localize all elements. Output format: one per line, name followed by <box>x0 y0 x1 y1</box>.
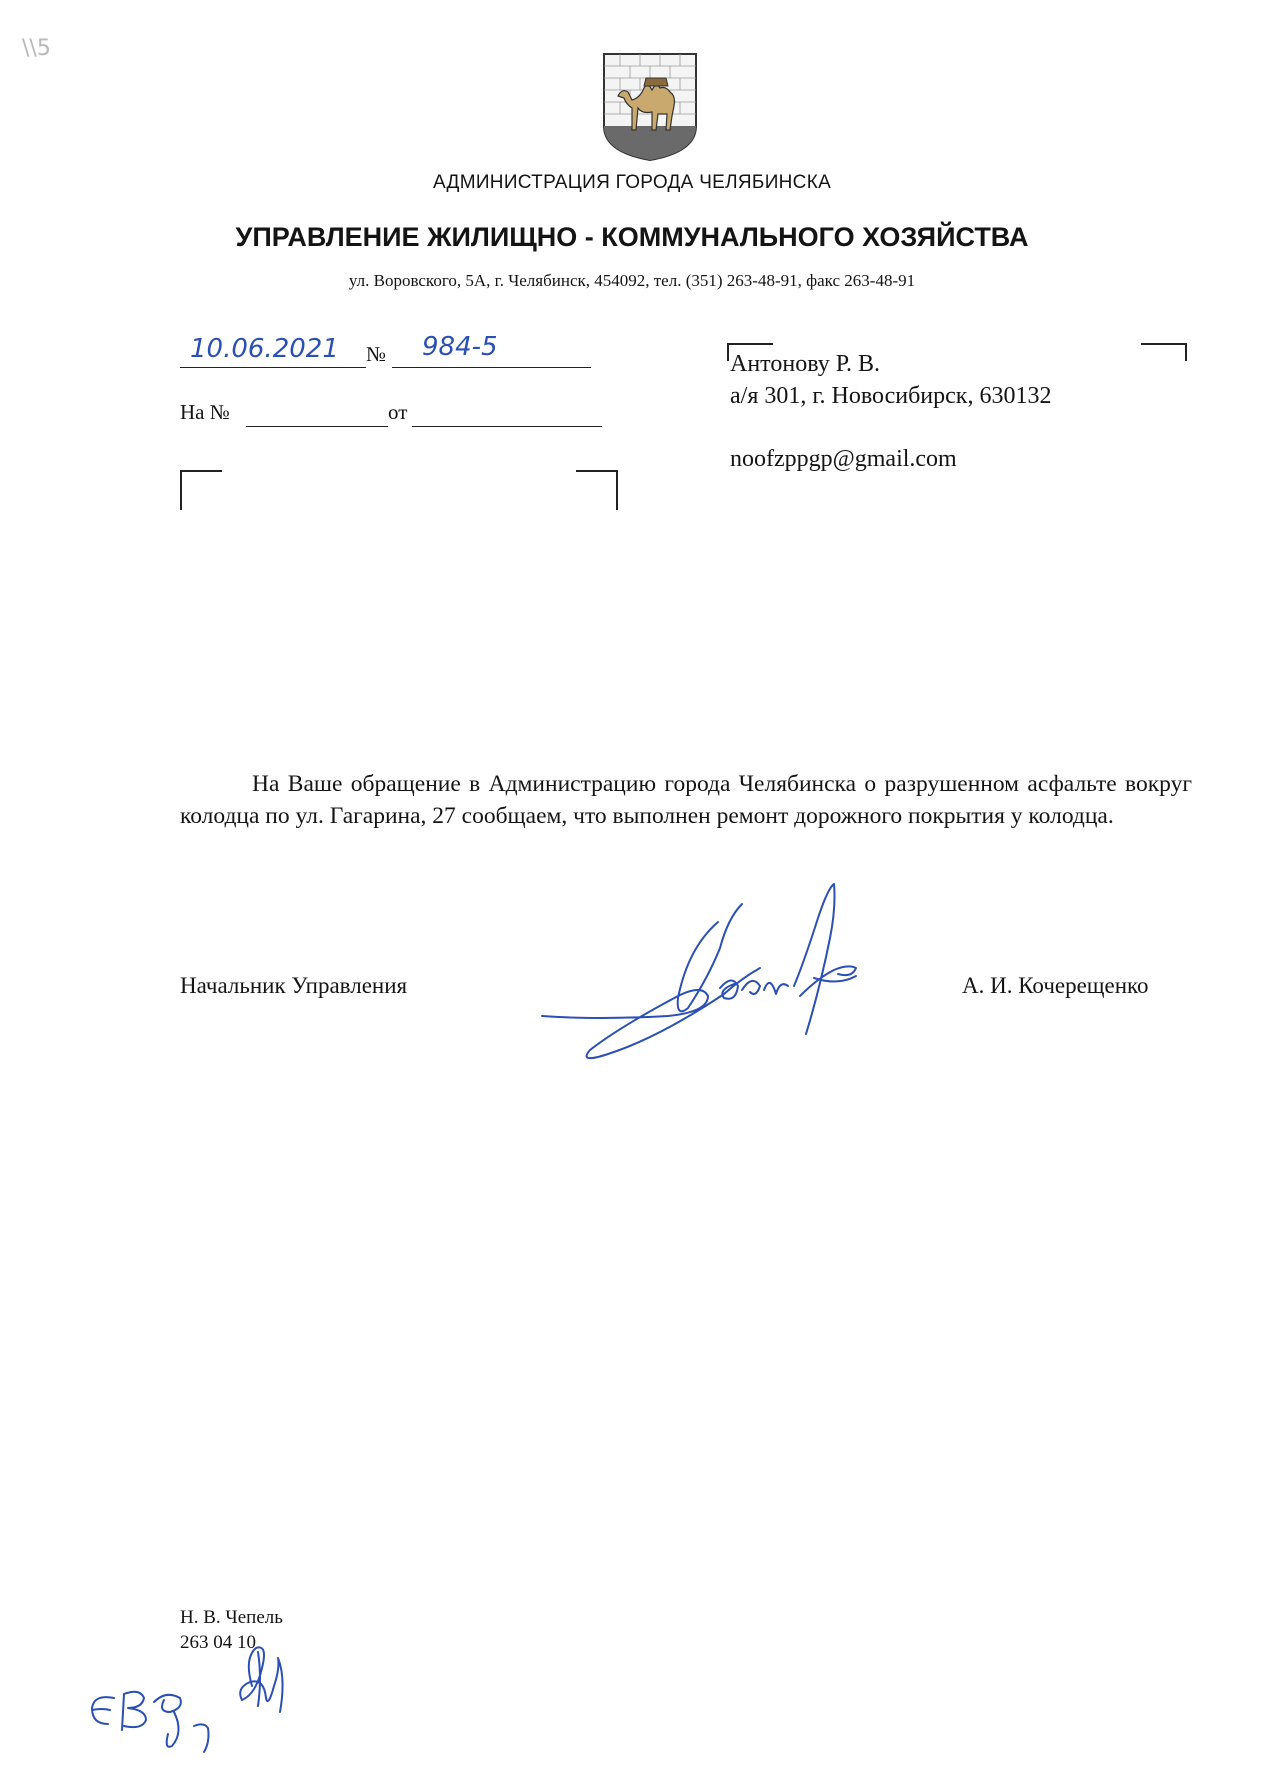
reply-number-underline <box>246 426 388 427</box>
department-title: УПРАВЛЕНИЕ ЖИЛИЩНО - КОММУНАЛЬНОГО ХОЗЯЙСТВА <box>235 222 1029 252</box>
letter-body <box>180 768 1192 832</box>
recipient-bracket-right <box>1141 343 1187 361</box>
executor-phone: 263 04 10 <box>180 1632 256 1653</box>
chelyabinsk-coat-of-arms-icon <box>600 52 700 162</box>
number-sign: № <box>366 342 387 366</box>
subject-bracket-right <box>576 470 618 510</box>
recipient-email: noofzppgp@gmail.com <box>730 446 957 472</box>
date-underline <box>180 367 366 368</box>
number-underline <box>392 367 591 368</box>
reply-from-label: от <box>388 400 408 424</box>
handwritten-date: 10.06.2021 <box>190 334 339 364</box>
corner-mark: \\5 <box>22 36 51 61</box>
signatory-name: А. И. Кочерещенко <box>962 973 1149 998</box>
body-paragraph: На Ваше обращение в Администрацию города Челябинска о разрушенном асфальте вокруг колодца по ул. Гагарина, 27 сообщаем, что выполнен ремонт дорожного покрытия у колодца. <box>180 771 1192 829</box>
recipient-name: Антонову Р. В. <box>730 351 881 377</box>
department-address: ул. Воровского, 5А, г. Челябинск, 454092, тел. (351) 263-48-91, факс 263-48-91 <box>348 271 916 290</box>
signatory-title: Начальник Управления <box>180 973 408 998</box>
handwritten-number: 984-5 <box>422 332 498 362</box>
executor-name: Н. В. Чепель <box>180 1607 283 1628</box>
administration-title: АДМИНИСТРАЦИЯ ГОРОДА ЧЕЛЯБИНСКА <box>432 172 832 193</box>
handwritten-initials-mark <box>84 1638 324 1758</box>
subject-bracket-left <box>180 470 222 510</box>
handwritten-signature <box>538 878 878 1068</box>
reply-date-underline <box>412 426 602 427</box>
reply-number-label: На № <box>180 400 230 424</box>
recipient-address: а/я 301, г. Новосибирск, 630132 <box>730 383 1052 409</box>
